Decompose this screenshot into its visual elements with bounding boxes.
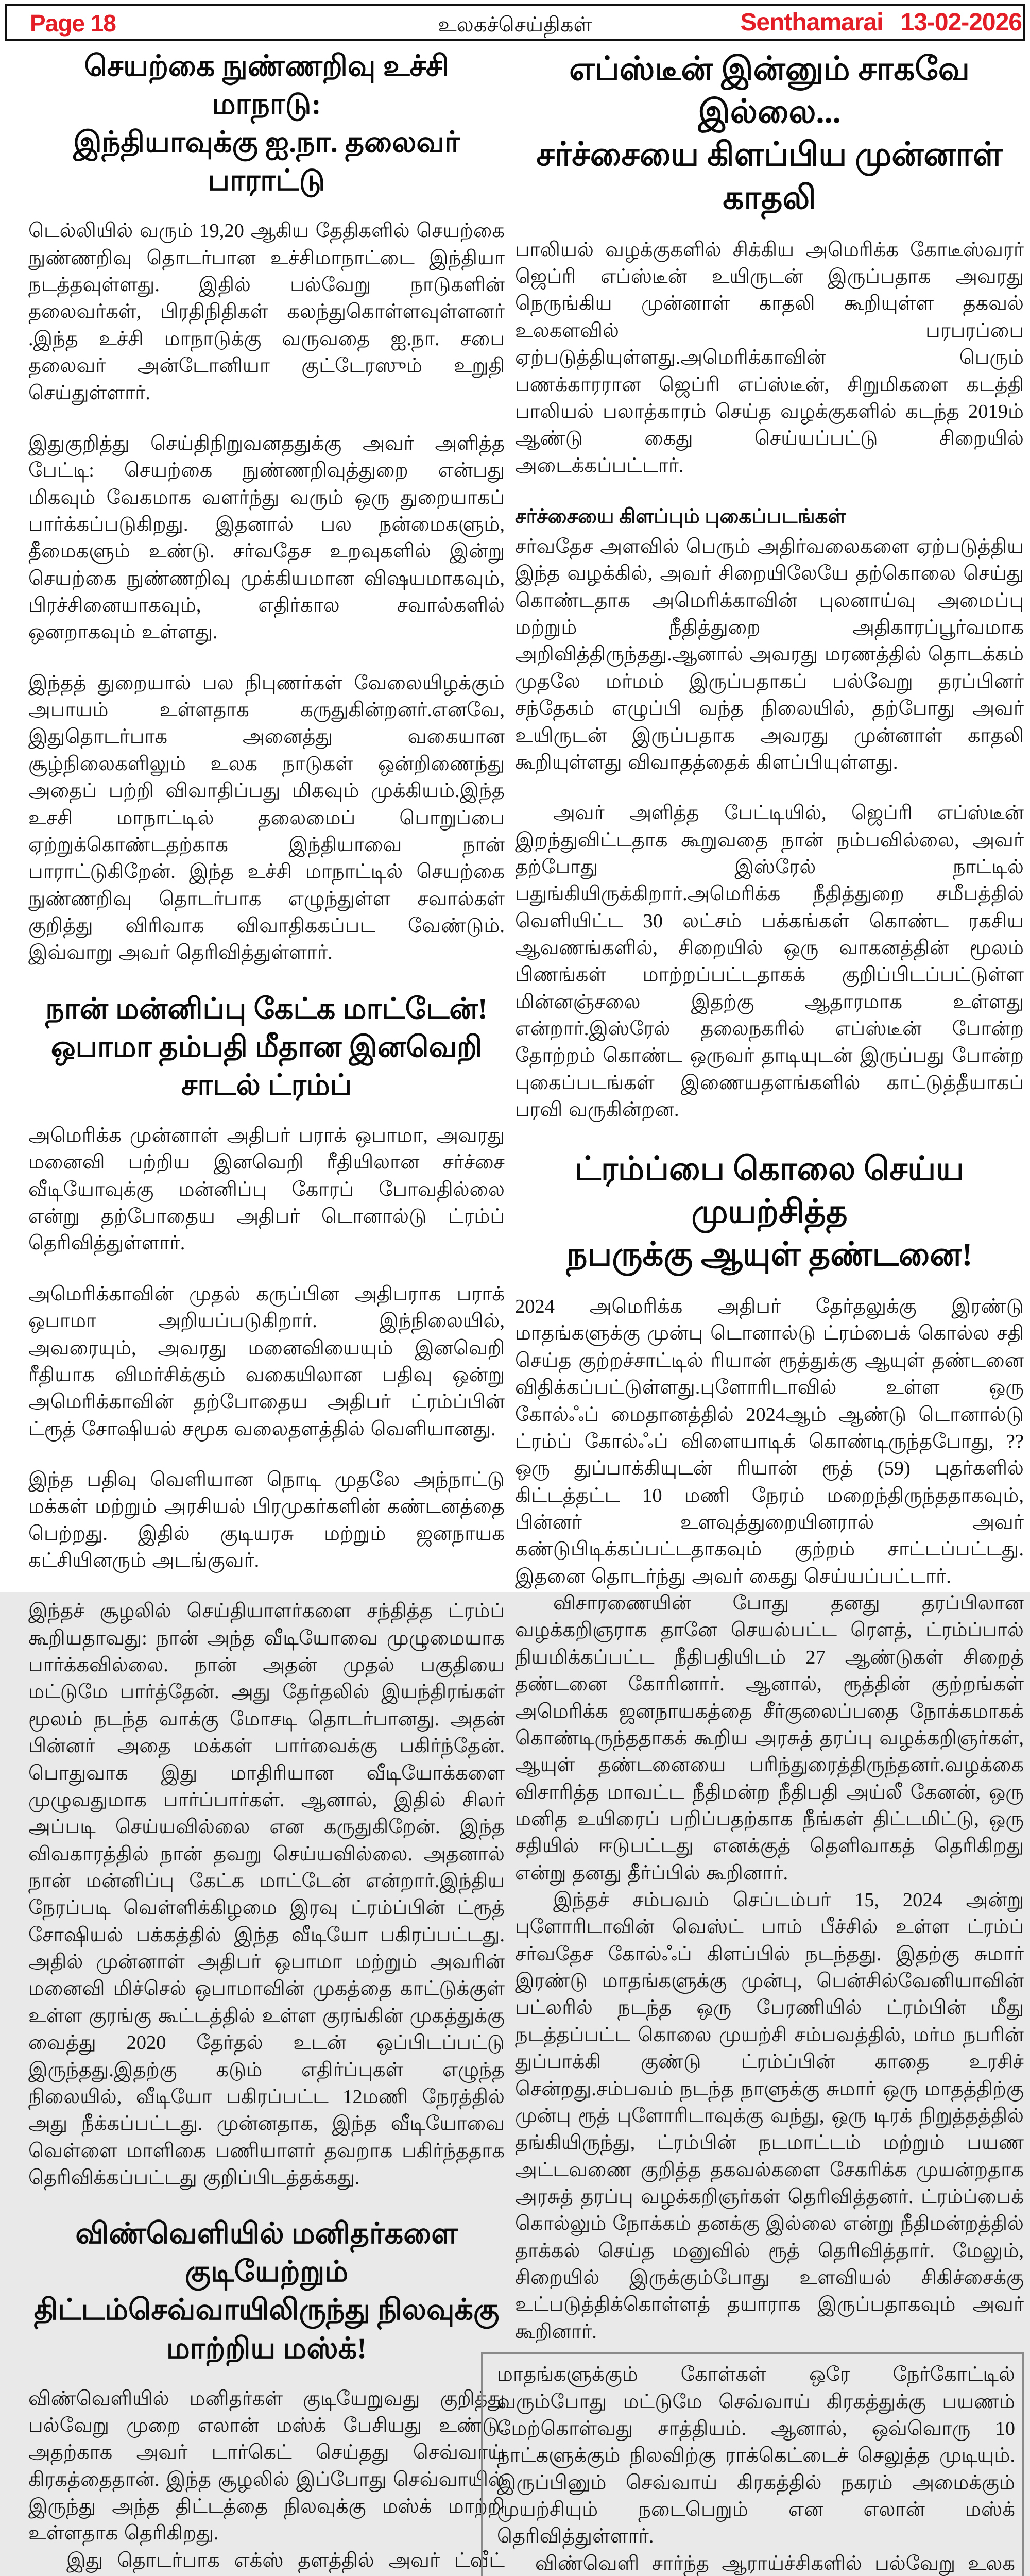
headline-ai-summit — [28, 47, 505, 200]
headline-line: ட்ரம்ப்பை கொலை செய்ய முயற்சித்த — [574, 1150, 965, 1230]
paragraph: இந்த பதிவு வெளியான நொடி முதலே அந்நாட்டு மக்கள் மற்றும் அரசியல் பிரமுகர்களின் கண்டனத்தை பெற்றது. இதில் குடியரசு மற்றும் ஜனநாயக கட்சியினரும் அடங்குவர். — [28, 1468, 505, 1572]
paragraph: அவர் அளித்த பேட்டியில், ஜெப்ரி எப்ஸ்டீன் இறந்துவிட்டதாக கூறுவதை நான் நம்பவில்லை, அவர் தற்போது இஸ்ரேல் நாட்டில் பதுங்கியிருக்கிறார்.அமெரிக்க நீதித்துறை சமீபத்தில் வெளியிட்ட 30 லட்சம் பக்கங்கள் கொண்ட ரகசிய ஆவணங்களில், சிறையில் ஒரு வாகனத்தின் மூலம் பிணங்கள் மாற்றப்பட்டதாகக் குறிப்பிடப்பட்டுள்ள மின்னஞ்சலை இதற்கு ஆதாரமாக உள்ளது என்றார்.இஸ்ரேல் தலைநகரில் எப்ஸ்டீன் போன்ற தோற்றம் கொண்ட ஒருவர் தாடியுடன் இருப்பது போன்ற புகைப்படங்கள் இணையதளங்களில் காட்டுத்தீயாகப் பரவி வருகின்றன. — [515, 802, 1024, 1121]
subheading-epstein-photos: சர்ச்சையை கிளப்பும் புகைப்படங்கள் — [515, 505, 846, 528]
headline-line: நான் மன்னிப்பு கேட்க மாட்டேன்! — [45, 992, 488, 1025]
paragraph: இந்தச் சம்பவம் செப்டம்பர் 15, 2024 அன்று புளோரிடாவின் வெஸ்ட் பாம் பீச்சில் உள்ள ட்ரம்ப் சர்வதேச கோல்ஃப் கிளப்பில் நடந்தது. இதற்கு சுமார் இரண்டு மாதங்களுக்கு முன்பு, பென்சில்வேனியாவின் பட்லரில் நடந்த ஒரு பேரணியில் ட்ரம்பின் மீது நடத்தப்பட்ட கொலை முயற்சி சம்பவத்தில், மர்ம நபரின் துப்பாக்கி குண்டு ட்ரம்ப்பின் காதை உரசிச் சென்றது.சம்பவம் நடந்த நாளுக்கு சுமார் ஒரு மாதத்திற்கு முன்பு ரூத் புளோரிடாவுக்கு வந்து, ஒரு டிரக் நிறுத்தத்தில் தங்கியிருந்து, ட்ரம்பின் நடமாட்டம் மற்றும் பயண அட்டவணை குறித்த தகவல்களை சேகரிக்க முயன்றதாக அரசுத் தரப்பு வழக்கறிஞர்கள் தெரிவித்தனர். ட்ரம்ப்பைக் கொல்லும் நோக்கம் தனக்கு இல்லை என்று நீதிமன்றத்தில் தாக்கல் செய்த மனுவில் ரூத் தெரிவித்தார். மேலும், சிறையில் இருக்கும்போது உளவியல் சிகிச்சைக்கு உட்படுத்திக்கொள்ளத் தயாராக இருப்பதாகவும் அவர் கூறினார். — [515, 1889, 1024, 2343]
headline-epstein — [515, 47, 1024, 219]
headline-line: செயற்கை நுண்ணறிவு உச்சி மாநாடு: — [84, 50, 449, 121]
paragraph: விசாரணையின் போது தனது தரப்பிலான வழக்கறிஞராக தானே செயல்பட்ட ரௌத், ட்ரம்ப்பால் நியமிக்கப்பட்ட நீதிபதியிடம் 27 ஆண்டுகள் சிறைத் தண்டனை கோரினார். ஆனால், ரூத்தின் குற்றங்கள் அமெரிக்க ஜனநாயகத்தை சீர்குலைப்பதை நோக்கமாகக் கொண்டிருந்ததாகக் கூறிய அரசுத் தரப்பு வழக்கறிஞர்கள், ஆயுள் தண்டனையை பரிந்துரைத்திருந்தனர்.வழக்கை விசாரித்த மாவட்ட நீதிமன்ற நீதிபதி அய்லீ கேனன், ஒரு மனித உயிரைப் பறிப்பதற்காக நீங்கள் திட்டமிட்டு, ஒரு சதியில் ஈடுபட்டது எனக்குத் தெளிவாகத் தெரிகிறது என்று தனது தீர்ப்பில் கூறினார். — [515, 1592, 1024, 1884]
right-column — [497, 47, 1024, 2576]
header-top-rule — [5, 4, 1025, 6]
left-column — [28, 47, 505, 2576]
headline-obama-trump — [28, 990, 505, 1105]
paragraph: இந்தச் சூழலில் செய்தியாளர்களை சந்தித்த ட்ரம்ப் கூறியதாவது: நான் அந்த வீடியோவை முழுமையாக பார்க்கவில்லை. நான் அதன் முதல் பகுதியை மட்டுமே பார்த்தேன். அது தேர்தலில் இயந்திரங்கள் மூலம் நடந்த வாக்கு மோசடி தொடர்பானது. அதன் பின்னர் அதை மக்கள் பார்வைக்கு பகிர்ந்தேன். பொதுவாக இது மாதிரியான வீடியோக்களை முழுவதுமாக பார்ப்பார்கள். ஆனால், இதில் சிலர் அப்படி செய்யவில்லை என கருதுகிறேன். இந்த விவகாரத்தில் நான் தவறு செய்யவில்லை. அதனால் நான் மன்னிப்பு கேட்க மாட்டேன் என்றார்.இந்திய நேரப்படி வெள்ளிக்கிழமை இரவு ட்ரம்ப்பின் ட்ரூத் சோஷியல் பக்கத்தில் இந்த வீடியோ பகிரப்பட்டது. அதில் முன்னாள் அதிபர் ஒபாமா மற்றும் அவரின் மனைவி மிச்செல் ஒபாமாவின் முகத்தை காட்டுக்குள் உள்ள குரங்கு கூட்டத்தில் உள்ள குரங்கின் முகத்துக்கு வைத்து 2020 தேர்தல் உடன் ஒப்பிடப்பட்டு இருந்தது.இதற்கு கடும் எதிர்ப்புகள் எழுந்த நிலையில், வீடியோ பகிரப்பட்ட 12மணி நேரத்தில் அது நீக்கப்பட்டது. முன்னதாக, இந்த வீடியோவை வெள்ளை மாளிகை பணியாளர் தவறாக பகிர்ந்ததாக தெரிவிக்கப்பட்டது குறிப்பிடத்தக்கது. — [28, 1600, 505, 2189]
header-bottom-rule — [5, 39, 1025, 41]
paragraph: அமெரிக்காவின் முதல் கருப்பின அதிபராக பராக் ஒபாமா அறியப்படுகிறார். இந்நிலையில், அவரையும், அவரது மனைவியையும் இனவெறி ரீதியாக விமர்சிக்கும் வகையிலான பதிவு ஒன்று அமெரிக்காவின் தற்போதைய அதிபர் ட்ரம்ப்பின் ட்ரூத் சோஷியல் சமூக வலைதளத்தில் வெளியானது. — [28, 1283, 505, 1440]
page-number: Page 18 — [30, 10, 116, 37]
paper-name: Senthamarai — [740, 9, 883, 36]
headline-musk-moon — [28, 2215, 505, 2367]
header-left-tick — [5, 4, 7, 41]
masthead — [740, 8, 1022, 37]
issue-date: 13-02-2026 — [900, 9, 1022, 36]
header-right-tick — [1023, 4, 1025, 41]
paragraph: 2024 அமெரிக்க அதிபர் தேர்தலுக்கு இரண்டு மாதங்களுக்கு முன்பு டொனால்டு ட்ரம்பைக் கொல்ல சதி செய்த குற்றச்சாட்டில் ரியான் ரூத்துக்கு ஆயுள் தண்டனை விதிக்கப்பட்டுள்ளது.புளோரிடாவில் உள்ள ஒரு கோல்ஃப் மைதானத்தில் 2024ஆம் ஆண்டு டொனால்டு ட்ரம்ப் கோல்ஃப் விளையாடிக் கொண்டிருந்தபோது, ??ஒரு துப்பாக்கியுடன் ரியான் ரூத் (59) புதர்களில் கிட்டத்தட்ட 10 மணி நேரம் மறைந்திருந்ததாகவும், பின்னர் உளவுத்துறையினரால் அவர் கண்டுபிடிக்கப்பட்டதாகவும் குற்றம் சாட்டப்பட்டது. இதனை தொடர்ந்து அவர் கைது செய்யப்பட்டார். — [515, 1296, 1024, 1587]
paragraph: சர்வதேச அளவில் பெரும் அதிர்வலைகளை ஏற்படுத்திய இந்த வழக்கில், அவர் சிறையிலேயே தற்கொலை செய்து கொண்டதாக அமெரிக்காவின் புலனாய்வு அமைப்பு மற்றும் நீதித்துறை அதிகாரப்பூர்வமாக அறிவித்திருந்தது.ஆனால் அவரது மரணத்தில் தொடக்கம் முதலே மர்மம் இருப்பதாகப் பல்வேறு தரப்பினர் சந்தேகம் எழுப்பி வந்த நிலையில், தற்போது அவர் உயிருடன் இருப்பதாக அவரது முன்னாள் காதலி கூறியுள்ளது விவாதத்தைக் கிளப்பியுள்ளது. — [515, 536, 1024, 773]
paragraph: டெல்லியில் வரும் 19,20 ஆகிய தேதிகளில் செயற்கை நுண்ணறிவு தொடர்பான உச்சிமாநாட்டை இந்தியா நடத்தவுள்ளது. இதில் பல்வேறு நாடுகளின் தலைவர்கள், பிரதிநிதிகள் கலந்துகொள்ளவுள்ளனர் .இந்த உச்சி மாநாடுக்கு வருவதை ஐ.நா. சபை தலைவர் அன்டோனியா குட்டேரஸும் உறுதி செய்துள்ளார். — [28, 220, 505, 404]
paragraph: விண்வெளியில் மனிதர்கள் குடியேறுவது குறித்து பல்வேறு முறை எலான் மஸ்க் பேசியது உண்டு. அதற்காக அவர் டார்கெட் செய்தது செவ்வாய் கிரகத்தைதான். இந்த சூழலில் இப்போது செவ்வாயில் இருந்து அந்த திட்டத்தை நிலவுக்கு மஸ்க் மாற்றி உள்ளதாக தெரிகிறது. — [28, 2387, 505, 2545]
headline-line: ஒபாமா தம்பதி மீதான இனவெறி சாடல் ட்ரம்ப் — [50, 1030, 483, 1101]
headline-line: நபருக்கு ஆயுள் தண்டனை! — [566, 1235, 973, 1273]
paragraph: இதுகுறித்து செய்திநிறுவனததுக்கு அவர் அளித்த பேட்டி: செயற்கை நுண்ணறிவுத்துறை என்பது மிகவும் வேகமாக வளர்ந்து வரும் ஒரு துறையாகப் பார்க்கப்படுகிறது. இதனால் பல நன்மைகளும், தீமைகளும் உண்டு. சர்வதேச உறவுகளில் இன்று செயற்கை நுண்ணறிவு முக்கியமான விஷயமாகவும், பிரச்சினையாகவும், எதிர்கால சவால்களில் ஒனறாகவும் உள்ளது. — [28, 432, 505, 643]
paragraph: இந்தத் துறையால் பல நிபுணர்கள் வேலையிழக்கும் அபாயம் உள்ளதாக கருதுகின்றனர்.எனவே, இதுதொடர்பாக அனைத்து வகையான சூழ்நிலைகளிலும் உலக நாடுகள் ஒன்றிணைந்து அதைப் பற்றி விவாதிப்பது மிகவும் முக்கியம்.இந்த உசசி மாநாட்டில் தலைமைப் பொறுப்பை ஏற்றுக்கொண்டதற்காக இந்தியாவை நான் பாராட்டுகிறேன். இந்த உச்சி மாநாட்டில் செயற்கை நுண்ணறிவு தொடர்பாக எழுந்துள்ள சவால்கள் குறித்து விரிவாக விவாதிககப்பட வேண்டும். இவ்வாறு அவர் தெரிவித்துள்ளார். — [28, 672, 505, 964]
paragraph: அமெரிக்க முன்னாள் அதிபர் பராக் ஒபாமா, அவரது மனைவி பற்றிய இனவெறி ரீதியிலான சர்ச்சை வீடியோவுக்கு மன்னிப்பு கோரப் போவதில்லை என்று தற்போதைய அதிபர் டொனால்டு ட்ரம்ப் தெரிவித்துள்ளார். — [28, 1125, 505, 1255]
headline-line: சர்ச்சையை கிளப்பிய முன்னாள் காதலி — [536, 136, 1003, 216]
musk-continuation-box — [481, 2352, 1024, 2576]
section-title: உலகச்செய்திகள் — [438, 13, 592, 36]
paragraph: இது தொடர்பாக எக்ஸ் தளத்தில் அவர் ட்வீட் — [66, 2549, 505, 2571]
headline-line: இந்தியாவுக்கு ஐ.நா. தலைவர் பாராட்டு — [73, 126, 460, 197]
paragraph: மாதங்களுக்கும் கோள்கள் ஒரே நேர்கோட்டில் வரும்போது மட்டுமே செவ்வாய் கிரகத்துக்கு பயணம் மேற்கொள்வது சாத்தியம். ஆனால், ஒவ்வொரு 10 நாட்களுக்கும் நிலவிற்கு ராக்கெட்டைச் செலுத்த முடியும். இருப்பினும் செவ்வாய் கிரகத்தில் நகரம் அமைக்கும் முயற்சியும் நடைபெறும் என எலான் மஸ்க் தெரிவித்துள்ளார். — [497, 2364, 1015, 2548]
paragraph: விண்வெளி சார்ந்த ஆராய்ச்சிகளில் பல்வேறு உலக — [535, 2552, 1015, 2574]
headline-line: விண்வெளியில் மனிதர்களை குடியேற்றும் — [75, 2217, 458, 2289]
headline-line: திட்டம்செவ்வாயிலிருந்து நிலவுக்கு மாற்றிய மஸ்க்! — [33, 2294, 500, 2365]
paragraph: பாலியல் வழக்குகளில் சிக்கிய அமெரிக்க கோடீஸ்வரர் ஜெப்ரி எப்ஸ்டீன் உயிருடன் இருப்பதாக அவரது நெருங்கிய முன்னாள் காதலி கூறியுள்ள தகவல் உலகளவில் பரபரப்பை ஏற்படுத்தியுள்ளது.அமெரிக்காவின் பெரும் பணக்காரரான ஜெப்ரி எப்ஸ்டீன், சிறுமிகளை கடத்தி பாலியல் பலாத்காரம் செய்த வழக்குகளில் கடந்த 2019ம் ஆண்டு கைது செய்யப்பட்டு சிறையில் அடைக்கப்பட்டார். — [515, 239, 1024, 477]
headline-trump-sentence — [515, 1147, 1024, 1276]
headline-line: எப்ஸ்டீன் இன்னும் சாகவே இல்லை... — [569, 50, 970, 130]
